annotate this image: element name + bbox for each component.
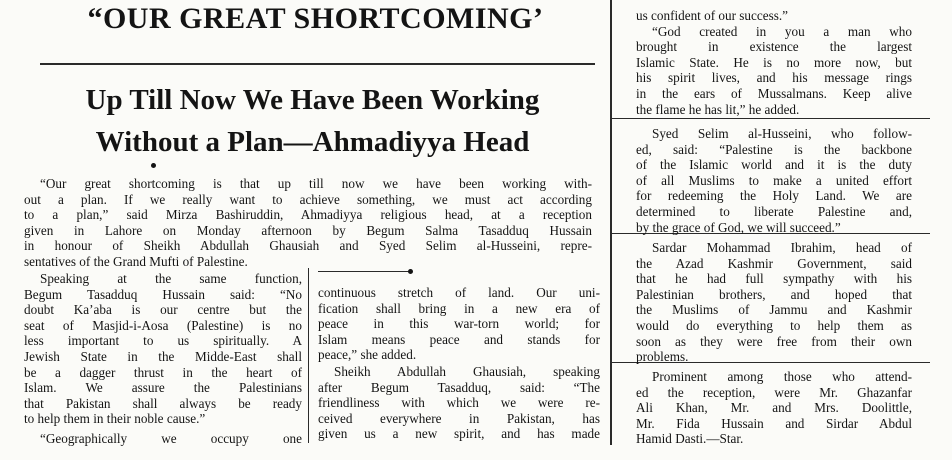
text-line: Hamid Dasti.—Star. bbox=[636, 431, 744, 447]
text-line: to help them in their noble cause.” bbox=[24, 411, 206, 427]
text-line: “God created in you a man who bbox=[652, 23, 912, 39]
text-line: the flame he has lit,” he added. bbox=[636, 101, 800, 117]
text-line: peace in this war-torn world; for bbox=[318, 316, 600, 332]
text-line: us confident of our success.” bbox=[636, 8, 788, 23]
text-line: problems. bbox=[636, 349, 689, 365]
text-line: Mr. Fida Hussain and Sirdar Abdul bbox=[636, 415, 912, 431]
text-line: after Begum Tasadduq, said: “The bbox=[318, 379, 600, 395]
text-line: seat of Masjid-i-Aosa (Palestine) is no bbox=[24, 317, 302, 333]
column-1 bbox=[24, 271, 302, 447]
text-line: friendliness with which we were re- bbox=[318, 395, 600, 411]
kicker-headline: “OUR GREAT SHORTCOMING’ bbox=[87, 2, 544, 35]
text-line: sentatives of the Grand Mufti of Palestine. bbox=[24, 253, 248, 269]
text-line: soon as they were free from their own bbox=[636, 333, 912, 349]
text-line: out a plan. If we really want to achieve something, we must act according bbox=[24, 191, 592, 207]
text-line: brought in existence the largest bbox=[636, 39, 912, 55]
headline-line-2: Without a Plan—Ahmadiyya Head bbox=[95, 126, 530, 158]
text-line: by the grace of God, we will succeed.” bbox=[636, 219, 841, 235]
text-line: Islam. We assure the Palestinians bbox=[24, 380, 302, 396]
text-line: given in Lahore on Monday afternoon by Begum Salma Tasadduq Hussain bbox=[24, 222, 592, 238]
column-rule bbox=[610, 118, 930, 119]
section-rule bbox=[318, 271, 410, 272]
column-3d bbox=[636, 369, 912, 447]
text-line: Begum Tasadduq Hussain said: “No bbox=[24, 286, 302, 302]
text-line: peace,” she added. bbox=[318, 347, 417, 363]
text-line: his spirit lives, and his message rings bbox=[636, 70, 912, 86]
text-line: Sheikh Abdullah Ghausiah, speaking bbox=[334, 364, 600, 379]
text-line: be a dagger thrust in the heart of bbox=[24, 364, 302, 380]
text-line: fication shall bring in a new era of bbox=[318, 300, 600, 316]
text-line: Islam means peace and stands for bbox=[318, 331, 600, 347]
ornament-dot bbox=[151, 163, 156, 168]
headline-rule bbox=[40, 63, 595, 65]
headline-line-1: Up Till Now We Have Been Working bbox=[85, 84, 540, 116]
ornament-dot bbox=[408, 269, 413, 274]
text-line: less important to us spiritually. A bbox=[24, 333, 302, 349]
text-line: determined to liberate Palestine and, bbox=[636, 203, 912, 219]
text-line: the Muslims of Jammu and Kashmir bbox=[636, 302, 912, 318]
text-line: “Geographically we occupy one bbox=[40, 430, 302, 446]
text-line: that he had full sympathy with his bbox=[636, 271, 912, 287]
text-line: Prominent among those who attend- bbox=[652, 369, 912, 384]
column-3a bbox=[636, 8, 912, 117]
text-line: in honour of Sheikh Abdullah Ghausiah and Syed Selim al-Husseini, repre- bbox=[24, 238, 592, 254]
text-line: Islamic State. He is no more now, but bbox=[636, 54, 912, 70]
text-line: Speaking at the same function, bbox=[40, 271, 302, 286]
text-line: continuous stretch of land. Our uni- bbox=[318, 285, 600, 300]
text-line: ed the reception, were Mr. Ghazanfar bbox=[636, 384, 912, 400]
text-line: Palestinian brothers, and hoped that bbox=[636, 286, 912, 302]
text-line: to a plan,” said Mirza Bashiruddin, Ahmadiyya religious head, at a reception bbox=[24, 207, 592, 223]
text-line: of the Islamic world and it is the duty bbox=[636, 157, 912, 173]
text-line: given us a new spirit, and has made bbox=[318, 426, 600, 442]
text-line: for redeeming the Holy Land. We are bbox=[636, 188, 912, 204]
text-line: of all Muslims to make a united effort bbox=[636, 172, 912, 188]
text-line: ed, said: “Palestine is the backbone bbox=[636, 141, 912, 157]
text-line: ceived everywhere in Pakistan, has bbox=[318, 410, 600, 426]
text-line: Ali Khan, Mr. and Mrs. Doolittle, bbox=[636, 400, 912, 416]
text-line: would do everything to help them as bbox=[636, 317, 912, 333]
text-line: that Pakistan shall always be ready bbox=[24, 395, 302, 411]
lower-column-divider bbox=[308, 268, 309, 443]
column-3b bbox=[636, 126, 912, 235]
text-line: “Our great shortcoming is that up till now we have been working with- bbox=[40, 176, 592, 191]
text-line: in the ears of Mussalmans. Keep alive bbox=[636, 85, 912, 101]
right-column-divider bbox=[610, 0, 612, 445]
text-line: doubt Ka’aba is our centre but the bbox=[24, 302, 302, 318]
column-2a bbox=[318, 285, 600, 363]
lead-paragraph bbox=[24, 176, 592, 270]
column-2b bbox=[318, 364, 600, 442]
text-line: Syed Selim al-Husseini, who follow- bbox=[652, 126, 912, 141]
text-line: Jewish State in the Midde-East shall bbox=[24, 348, 302, 364]
text-line: Sardar Mohammad Ibrahim, head of bbox=[652, 240, 912, 255]
column-3c bbox=[636, 240, 912, 365]
text-line: the Azad Kashmir Government, said bbox=[636, 255, 912, 271]
